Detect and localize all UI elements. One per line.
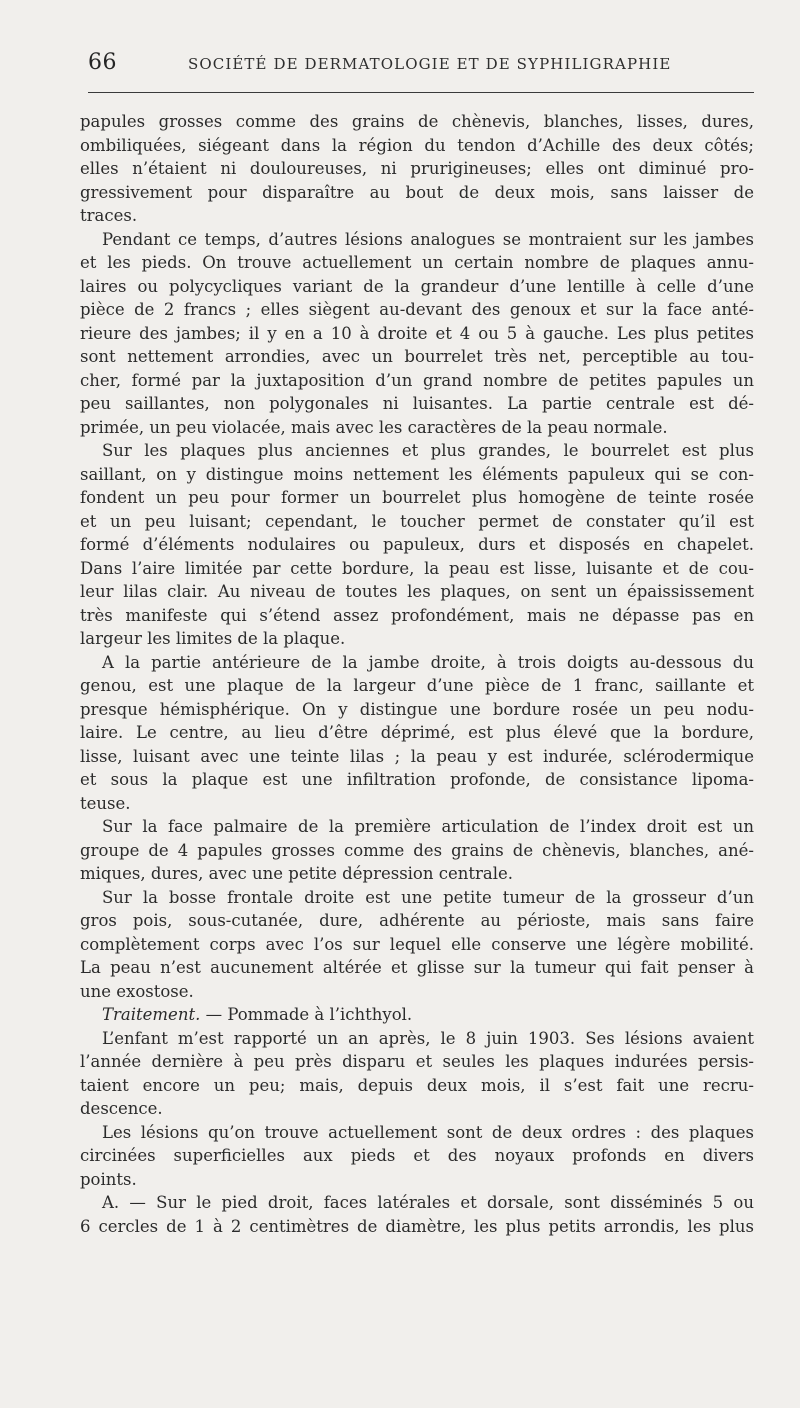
text-line: largeur les limites de la plaque.: [80, 629, 346, 648]
text-line: primée, un peu violacée, mais avec les caractères de la peau normale.: [80, 417, 668, 437]
text-line: genou, est une plaque de la largeur d’une pièce de 1 franc, saillante et: [80, 676, 754, 695]
italic-label: Traitement.: [102, 1005, 201, 1024]
text-line: ombiliquées, siégeant dans la région du tendon d’Achille des deux côtés;: [80, 135, 754, 155]
text-line: 6 cercles de 1 à 2 centimètres de diamètre, les plus petits arrondis, les plus: [80, 1216, 754, 1236]
text-line: et un peu luisant; cependant, le toucher permet de constater qu’il est: [80, 511, 754, 531]
text-line: groupe de 4 papules grosses comme des grains de chènevis, blanches, ané-: [80, 840, 754, 860]
text-line: circinées superficielles aux pieds et des noyaux profonds en divers: [80, 1146, 754, 1165]
text-line: laires ou polycycliques variant de la grandeur d’une lentille à celle d’une: [80, 276, 754, 296]
text-line: La peau n’est aucunement altérée et glisse sur la tumeur qui fait penser à: [80, 958, 754, 977]
text-line: lisse, luisant avec une teinte lilas ; la peau y est indurée, sclérodermique: [80, 746, 754, 766]
text-line: gressivement pour disparaître au bout de deux mois, sans laisser de: [80, 182, 754, 202]
text-line: miques, dures, avec une petite dépression centrale.: [80, 864, 514, 883]
text-line: presque hémisphérique. On y distingue une bordure rosée un peu nodu-: [80, 699, 754, 719]
body-text: [80, 110, 754, 1238]
page-header: [88, 48, 754, 88]
text-line: points.: [80, 1169, 137, 1189]
text-line: cher, formé par la juxtaposition d’un grand nombre de petites papules un: [80, 370, 754, 390]
header-rule: [88, 92, 754, 93]
text-line: formé d’éléments nodulaires ou papuleux, durs et disposés en chapelet.: [80, 535, 754, 554]
text-line: gros pois, sous-cutanée, dure, adhérente au périoste, mais sans faire: [80, 911, 754, 930]
text-line: et sous la plaque est une infiltration profonde, de consistance lipoma-: [80, 770, 754, 789]
text-line: Les lésions qu’on trouve actuellement sont de deux ordres : des plaques: [102, 1122, 754, 1142]
text-line: Sur la face palmaire de la première articulation de l’index droit est un: [102, 817, 754, 836]
text-line: Pendant ce temps, d’autres lésions analogues se montraient sur les jambes: [102, 229, 754, 249]
text-line: laire. Le centre, au lieu d’être déprimé, est plus élevé que la bordure,: [80, 723, 754, 742]
text-line: traces.: [80, 206, 138, 225]
text-line: rieure des jambes; il y en a 10 à droite et 4 ou 5 à gauche. Les plus petites: [80, 323, 754, 343]
line-text: — Pommade à l’ichthyol.: [200, 1005, 413, 1024]
text-line: sont nettement arrondies, avec un bourrelet très net, perceptible au tou-: [80, 347, 754, 366]
text-line: A. — Sur le pied droit, faces latérales et dorsale, sont disséminés 5 ou: [102, 1193, 754, 1212]
text-line: descence.: [80, 1099, 163, 1118]
text-line: papules grosses comme des grains de chènevis, blanches, lisses, dures,: [80, 112, 754, 131]
text-line: peu saillantes, non polygonales ni luisantes. La partie centrale est dé-: [80, 394, 754, 413]
text-line: complètement corps avec l’os sur lequel elle conserve une légère mobilité.: [80, 934, 754, 954]
text-line: fondent un peu pour former un bourrelet plus homogène de teinte rosée: [80, 488, 754, 507]
running-title: SOCIÉTÉ DE DERMATOLOGIE ET DE SYPHILIGRAPHIE: [188, 55, 672, 73]
text-line: Sur la bosse frontale droite est une petite tumeur de la grosseur d’un: [102, 887, 754, 907]
text-line: l’année dernière à peu près disparu et seules les plaques indurées persis-: [80, 1052, 754, 1071]
text-line: et les pieds. On trouve actuellement un certain nombre de plaques annu-: [80, 253, 754, 272]
page-number: 66: [88, 50, 117, 75]
text-line: elles n’étaient ni douloureuses, ni prurigineuses; elles ont diminué pro-: [80, 159, 754, 178]
text-line: une exostose.: [80, 981, 194, 1001]
text-line: leur lilas clair. Au niveau de toutes les plaques, on sent un épaississement: [80, 582, 754, 601]
text-line: saillant, on y distingue moins nettement les éléments papuleux qui se con-: [80, 464, 754, 484]
text-line: L’enfant m’est rapporté un an après, le 8 juin 1903. Ses lésions avaient: [102, 1028, 754, 1048]
text-line: Sur les plaques plus anciennes et plus grandes, le bourrelet est plus: [102, 441, 754, 460]
text-line: pièce de 2 francs ; elles siègent au-devant des genoux et sur la face anté-: [80, 300, 754, 319]
text-line: très manifeste qui s’étend assez profondément, mais ne dépasse pas en: [80, 605, 754, 625]
text-line: Dans l’aire limitée par cette bordure, la peau est lisse, luisante et de cou-: [80, 558, 754, 578]
text-line: [80, 1003, 754, 1027]
text-line: taient encore un peu; mais, depuis deux mois, il s’est fait une recru-: [80, 1075, 754, 1095]
text-line: teuse.: [80, 793, 131, 813]
text-line: A la partie antérieure de la jambe droite, à trois doigts au-dessous du: [102, 652, 754, 672]
